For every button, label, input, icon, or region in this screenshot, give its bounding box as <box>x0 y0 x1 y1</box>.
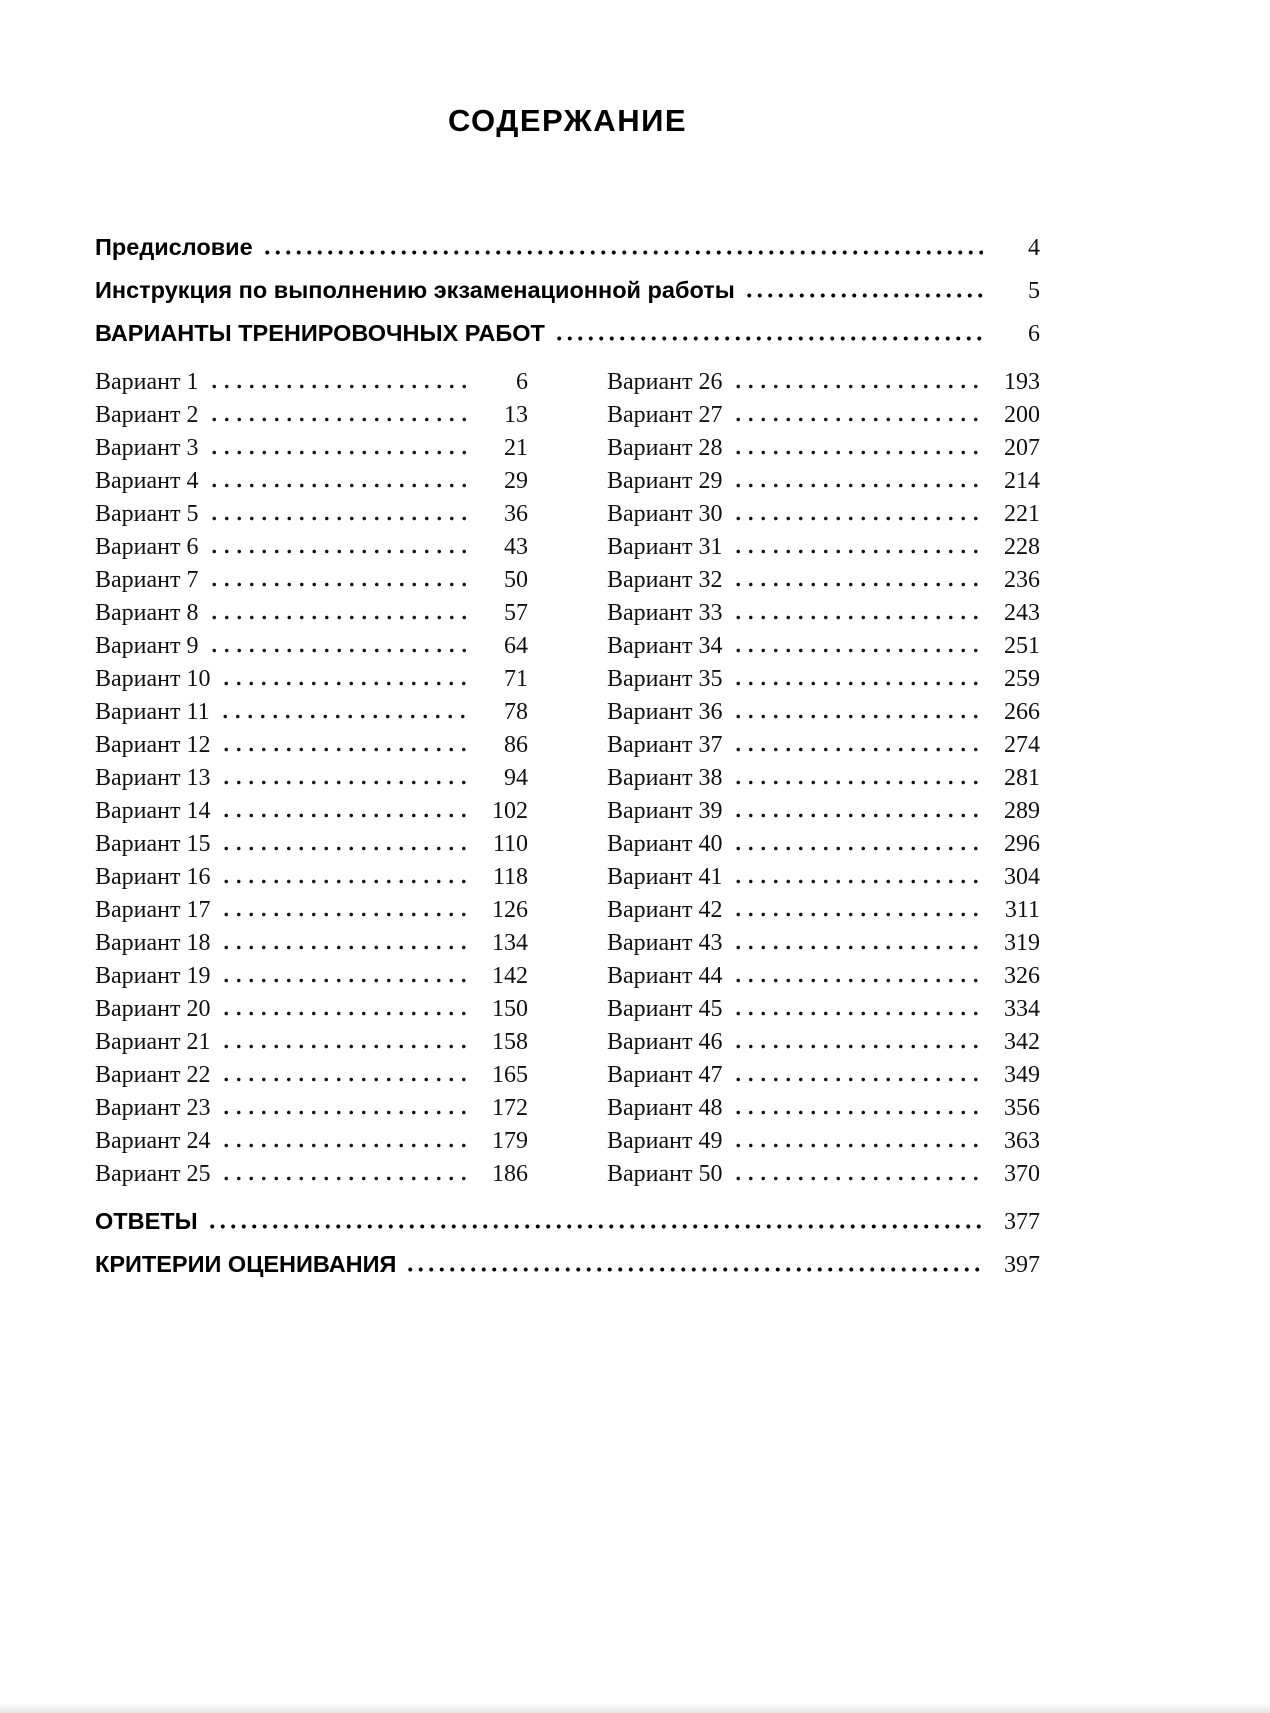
toc-entry-label: КРИТЕРИИ ОЦЕНИВАНИЯ <box>95 1251 397 1277</box>
toc-entry <box>607 798 1040 831</box>
toc-entry-page: 158 <box>492 1029 528 1055</box>
leader-dots <box>207 1211 983 1229</box>
leader-dots <box>732 404 984 422</box>
toc-entry-page: 311 <box>1004 897 1040 923</box>
toc-entry-page: 50 <box>504 567 528 593</box>
toc-entry-label: Вариант 47 <box>607 1062 723 1088</box>
toc-entry-page: 342 <box>1004 1029 1040 1055</box>
toc-entry-label: Вариант 29 <box>607 468 723 494</box>
toc-entry-label: Вариант 9 <box>95 633 199 659</box>
toc-entry-label: Вариант 38 <box>607 765 723 791</box>
toc-entry <box>607 765 1040 798</box>
leader-dots <box>732 371 984 389</box>
toc-entry <box>95 402 528 435</box>
leader-dots <box>732 701 984 719</box>
leader-dots <box>220 932 472 950</box>
toc-entry <box>607 864 1040 897</box>
leader-dots <box>208 635 472 653</box>
leader-dots <box>732 932 984 950</box>
leader-dots <box>220 1031 472 1049</box>
toc-entry-page: 126 <box>492 897 528 923</box>
toc-entry <box>95 798 528 831</box>
toc-entry-label: Вариант 1 <box>95 369 199 395</box>
toc-entry-label: Вариант 4 <box>95 468 199 494</box>
leader-dots <box>208 437 472 455</box>
variants-right-column <box>607 369 1040 1194</box>
toc-entry-page: 57 <box>504 600 528 626</box>
toc-entry <box>95 369 528 402</box>
toc-entry <box>95 234 1040 277</box>
leader-dots <box>732 800 984 818</box>
leader-dots <box>208 569 472 587</box>
toc-entry-page: 251 <box>1004 633 1040 659</box>
toc-entry-label: Вариант 36 <box>607 699 723 725</box>
leader-dots <box>732 1097 984 1115</box>
toc-entry <box>607 600 1040 633</box>
leader-dots <box>732 470 984 488</box>
toc-entry-page: 289 <box>1004 798 1040 824</box>
toc-entry-label: Вариант 45 <box>607 996 723 1022</box>
toc-entry-label: Вариант 7 <box>95 567 199 593</box>
toc-entry-label: Инструкция по выполнению экзаменационной работы <box>95 277 735 303</box>
leader-dots <box>732 899 984 917</box>
toc-entry <box>95 996 528 1029</box>
toc-entry-label: Вариант 50 <box>607 1161 723 1187</box>
leader-dots <box>732 635 984 653</box>
toc-entry-label: Вариант 37 <box>607 732 723 758</box>
toc-entry-label: Вариант 31 <box>607 534 723 560</box>
toc-entry-label: Вариант 20 <box>95 996 211 1022</box>
leader-dots <box>220 899 472 917</box>
toc-entry <box>95 320 1040 363</box>
toc-entry <box>95 765 528 798</box>
toc-entry-page: 214 <box>1004 468 1040 494</box>
toc-entry-label: Вариант 34 <box>607 633 723 659</box>
toc-entry-page: 334 <box>1004 996 1040 1022</box>
leader-dots <box>732 866 984 884</box>
toc-entry-label: Вариант 5 <box>95 501 199 527</box>
toc-entry-label: Вариант 43 <box>607 930 723 956</box>
toc-entry <box>607 633 1040 666</box>
toc-main-entries <box>95 234 1040 363</box>
toc-entry-page: 78 <box>504 699 528 725</box>
toc-entry-page: 118 <box>492 864 528 890</box>
toc-entry-page: 228 <box>1004 534 1040 560</box>
toc-entry-label: Вариант 30 <box>607 501 723 527</box>
toc-entry <box>607 567 1040 600</box>
leader-dots <box>220 734 472 752</box>
toc-entry-label: Вариант 40 <box>607 831 723 857</box>
toc-entry-page: 4 <box>1028 235 1040 261</box>
toc-entry-page: 370 <box>1004 1161 1040 1187</box>
toc-page <box>95 0 1040 1294</box>
toc-entry <box>95 897 528 930</box>
toc-entry <box>607 1062 1040 1095</box>
leader-dots <box>220 965 472 983</box>
leader-dots <box>208 470 472 488</box>
leader-dots <box>732 1031 984 1049</box>
leader-dots <box>732 668 984 686</box>
leader-dots <box>732 965 984 983</box>
toc-entry-label: Вариант 8 <box>95 600 199 626</box>
toc-entry-page: 134 <box>492 930 528 956</box>
toc-entry-label: Вариант 44 <box>607 963 723 989</box>
leader-dots <box>732 602 984 620</box>
page-title: СОДЕРЖАНИЕ <box>447 103 688 138</box>
leader-dots <box>732 1163 984 1181</box>
toc-entry-label: Вариант 11 <box>95 699 210 725</box>
toc-entry-page: 110 <box>492 831 528 857</box>
toc-entry <box>607 402 1040 435</box>
leader-dots <box>208 503 472 521</box>
toc-entry <box>95 1029 528 1062</box>
toc-entry-page: 6 <box>1028 321 1040 347</box>
toc-entry-page: 71 <box>504 666 528 692</box>
toc-entry-page: 64 <box>504 633 528 659</box>
toc-entry-label: Вариант 39 <box>607 798 723 824</box>
toc-entry <box>95 1095 528 1128</box>
leader-dots <box>220 1130 472 1148</box>
leader-dots <box>744 280 983 298</box>
toc-entry-label: Вариант 18 <box>95 930 211 956</box>
toc-entry <box>95 1251 1040 1294</box>
toc-entry-page: 21 <box>504 435 528 461</box>
toc-entry-label: Вариант 3 <box>95 435 199 461</box>
leader-dots <box>262 237 983 255</box>
toc-entry-label: Вариант 25 <box>95 1161 211 1187</box>
leader-dots <box>208 404 472 422</box>
toc-entry <box>607 534 1040 567</box>
leader-dots <box>732 1130 984 1148</box>
toc-entry <box>607 435 1040 468</box>
toc-entry <box>607 1161 1040 1194</box>
toc-footer-entries <box>95 1208 1040 1294</box>
toc-entry-label: Вариант 32 <box>607 567 723 593</box>
toc-entry <box>607 1029 1040 1062</box>
toc-entry-page: 397 <box>1004 1252 1040 1278</box>
toc-entry-page: 326 <box>1004 963 1040 989</box>
leader-dots <box>405 1254 983 1272</box>
toc-entry-label: Вариант 19 <box>95 963 211 989</box>
toc-entry-page: 221 <box>1004 501 1040 527</box>
toc-entry-label: Предисловие <box>95 234 253 260</box>
toc-entry <box>607 369 1040 402</box>
toc-entry-label: ОТВЕТЫ <box>95 1208 198 1234</box>
toc-entry <box>607 468 1040 501</box>
toc-entry-label: Вариант 33 <box>607 600 723 626</box>
toc-entry-page: 319 <box>1004 930 1040 956</box>
toc-entry-label: Вариант 10 <box>95 666 211 692</box>
toc-entry-label: Вариант 14 <box>95 798 211 824</box>
toc-entry-label: Вариант 17 <box>95 897 211 923</box>
toc-entry-page: 193 <box>1004 369 1040 395</box>
toc-entry <box>95 666 528 699</box>
toc-entry-page: 274 <box>1004 732 1040 758</box>
toc-entry-page: 207 <box>1004 435 1040 461</box>
leader-dots <box>732 503 984 521</box>
leader-dots <box>220 767 472 785</box>
toc-entry <box>607 831 1040 864</box>
leader-dots <box>220 1097 472 1115</box>
toc-entry <box>95 1062 528 1095</box>
toc-entry <box>95 567 528 600</box>
toc-entry <box>607 732 1040 765</box>
toc-entry-page: 150 <box>492 996 528 1022</box>
leader-dots <box>732 998 984 1016</box>
toc-entry <box>607 1095 1040 1128</box>
variant-columns <box>95 369 1040 1194</box>
leader-dots <box>732 833 984 851</box>
toc-entry-page: 172 <box>492 1095 528 1121</box>
leader-dots <box>220 998 472 1016</box>
toc-entry-label: Вариант 49 <box>607 1128 723 1154</box>
toc-entry <box>607 1128 1040 1161</box>
toc-entry-page: 304 <box>1004 864 1040 890</box>
toc-entry <box>95 831 528 864</box>
toc-entry-label: Вариант 41 <box>607 864 723 890</box>
toc-entry-page: 281 <box>1004 765 1040 791</box>
leader-dots <box>208 602 472 620</box>
leader-dots <box>220 668 472 686</box>
toc-entry-label: Вариант 12 <box>95 732 211 758</box>
toc-entry <box>95 930 528 963</box>
toc-entry-page: 29 <box>504 468 528 494</box>
toc-entry <box>607 699 1040 732</box>
leader-dots <box>732 536 984 554</box>
toc-entry-page: 43 <box>504 534 528 560</box>
leader-dots <box>220 1163 472 1181</box>
toc-entry <box>95 1208 1040 1251</box>
toc-entry-page: 296 <box>1004 831 1040 857</box>
toc-entry-label: Вариант 28 <box>607 435 723 461</box>
toc-entry-page: 36 <box>504 501 528 527</box>
toc-entry <box>95 699 528 732</box>
toc-entry-page: 200 <box>1004 402 1040 428</box>
toc-entry-label: Вариант 22 <box>95 1062 211 1088</box>
toc-entry-label: Вариант 16 <box>95 864 211 890</box>
toc-entry-page: 86 <box>504 732 528 758</box>
toc-entry <box>95 277 1040 320</box>
toc-entry-label: Вариант 26 <box>607 369 723 395</box>
toc-entry-label: Вариант 15 <box>95 831 211 857</box>
toc-entry-page: 259 <box>1004 666 1040 692</box>
leader-dots <box>219 701 471 719</box>
leader-dots <box>732 437 984 455</box>
toc-entry-page: 142 <box>492 963 528 989</box>
toc-entry-label: Вариант 27 <box>607 402 723 428</box>
toc-entry <box>95 864 528 897</box>
leader-dots <box>554 323 983 341</box>
toc-entry <box>95 963 528 996</box>
toc-entry <box>607 963 1040 996</box>
toc-entry-page: 377 <box>1004 1209 1040 1235</box>
toc-entry-page: 6 <box>516 369 528 395</box>
toc-entry-label: Вариант 21 <box>95 1029 211 1055</box>
toc-entry-page: 356 <box>1004 1095 1040 1121</box>
toc-entry <box>95 435 528 468</box>
toc-entry-page: 102 <box>492 798 528 824</box>
leader-dots <box>732 734 984 752</box>
toc-entry <box>95 468 528 501</box>
toc-entry-page: 13 <box>504 402 528 428</box>
leader-dots <box>220 866 472 884</box>
toc-entry-label: Вариант 42 <box>607 897 723 923</box>
toc-entry-label: Вариант 6 <box>95 534 199 560</box>
toc-entry <box>95 600 528 633</box>
toc-entry-label: Вариант 46 <box>607 1029 723 1055</box>
toc-entry-page: 179 <box>492 1128 528 1154</box>
toc-entry-page: 94 <box>504 765 528 791</box>
toc-entry-page: 266 <box>1004 699 1040 725</box>
toc-entry-label: Вариант 24 <box>95 1128 211 1154</box>
toc-entry-label: Вариант 23 <box>95 1095 211 1121</box>
leader-dots <box>220 833 472 851</box>
toc-entry-page: 165 <box>492 1062 528 1088</box>
toc-entry <box>95 534 528 567</box>
toc-entry-page: 349 <box>1004 1062 1040 1088</box>
toc-entry <box>95 1128 528 1161</box>
toc-entry <box>607 501 1040 534</box>
toc-entry <box>95 501 528 534</box>
toc-entry-label: ВАРИАНТЫ ТРЕНИРОВОЧНЫХ РАБОТ <box>95 320 545 346</box>
leader-dots <box>732 767 984 785</box>
leader-dots <box>732 1064 984 1082</box>
leader-dots <box>208 371 472 389</box>
toc-entry-page: 236 <box>1004 567 1040 593</box>
toc-entry-page: 5 <box>1028 278 1040 304</box>
toc-entry <box>607 930 1040 963</box>
toc-entry <box>95 1161 528 1194</box>
toc-entry-page: 186 <box>492 1161 528 1187</box>
toc-entry <box>607 996 1040 1029</box>
leader-dots <box>220 800 472 818</box>
toc-entry <box>607 666 1040 699</box>
toc-entry-label: Вариант 13 <box>95 765 211 791</box>
leader-dots <box>732 569 984 587</box>
leader-dots <box>220 1064 472 1082</box>
toc-entry-label: Вариант 2 <box>95 402 199 428</box>
leader-dots <box>208 536 472 554</box>
page-bottom-edge <box>0 1703 1270 1713</box>
toc-entry-page: 363 <box>1004 1128 1040 1154</box>
toc-entry-label: Вариант 48 <box>607 1095 723 1121</box>
toc-entry <box>95 633 528 666</box>
toc-entry-label: Вариант 35 <box>607 666 723 692</box>
toc-entry <box>95 732 528 765</box>
variants-left-column <box>95 369 528 1194</box>
toc-entry <box>607 897 1040 930</box>
toc-entry-page: 243 <box>1004 600 1040 626</box>
